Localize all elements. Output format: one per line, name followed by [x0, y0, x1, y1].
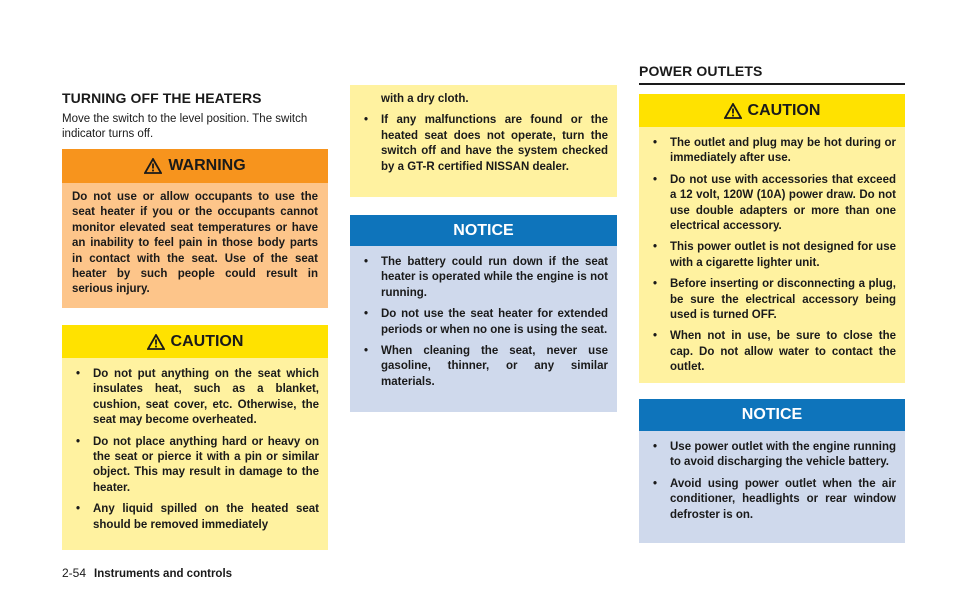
list-item: • Use power outlet with the engine running to avoid discharging the vehicle battery.: [648, 440, 896, 471]
list-item: • When not in use, be sure to close the cap. Do not allow water to contact the outlet.: [648, 329, 896, 375]
section-name: Instruments and controls: [94, 568, 233, 580]
warning-title: WARNING: [168, 157, 246, 174]
caution-box-left: [62, 325, 328, 550]
list-item: • Do not use the seat heater for extended periods or when no one is using the seat.: [359, 307, 608, 338]
warning-triangle-icon: [144, 158, 162, 174]
caution-bar-left: [62, 325, 328, 358]
page-number: 2-54: [62, 566, 87, 580]
list-item: • If any malfunctions are found or the heated seat does not operate, turn the switch off and have the system checked by a GT-R certified NISSAN dealer.: [359, 113, 608, 175]
bullet-dot-icon: •: [363, 256, 369, 268]
bullet-dot-icon: •: [75, 503, 81, 516]
caution-body-left: [62, 358, 328, 550]
warning-body: Do not use or allow occupants to use the seat heater if you or the occupants cannot monitor elevated seat temperatures or have an inability to feel pain in those body parts in contact with the seat. Use of the seat heater by such people could result in serious injury.: [62, 183, 328, 308]
page-footer: [62, 566, 232, 580]
bullet-dot-icon: •: [652, 241, 658, 254]
list-item: • Before inserting or disconnecting a plug, be sure the electrical accessory being used is turned OFF.: [648, 277, 896, 323]
bullet-dot-icon: •: [363, 114, 369, 127]
list-item: • This power outlet is not designed for use with a cigarette lighter unit.: [648, 240, 896, 271]
bullet-dot-icon: •: [652, 441, 658, 453]
heading-rule: [639, 83, 905, 85]
list-item: • Avoid using power outlet when the air conditioner, headlights or rear window defroster is on.: [648, 477, 896, 523]
bullet-dot-icon: •: [652, 330, 658, 343]
caution-title-left: CAUTION: [170, 332, 244, 350]
warning-triangle-icon: [147, 334, 165, 350]
notice-body-middle: [350, 246, 617, 412]
list-item: • Do not put anything on the seat which insulates heat, such as a blanket, cushion, seat cover, etc. Otherwise, the seat may become overheated.: [71, 367, 319, 429]
notice-bar-middle: [350, 215, 617, 246]
bullet-dot-icon: •: [652, 278, 658, 291]
list-item: • Do not use with accessories that exceed a 12 volt, 120W (10A) power draw. Do not use double adapters or more than one electrical accessory.: [648, 173, 896, 235]
caution-body-right: [639, 127, 905, 383]
warning-bar: [62, 149, 328, 183]
list-item: • When cleaning the seat, never use gasoline, thinner, or any similar materials.: [359, 344, 608, 390]
bullet-dot-icon: •: [652, 137, 658, 149]
bullet-dot-icon: •: [363, 345, 369, 358]
notice-box-right: [639, 399, 905, 543]
caution-continued-box: [350, 85, 617, 197]
section-heading-power-outlets: POWER OUTLETS: [639, 63, 763, 79]
bullet-dot-icon: •: [652, 477, 658, 490]
notice-body-right: [639, 431, 905, 543]
list-item: • Any liquid spilled on the heated seat should be removed immediately: [71, 502, 319, 533]
warning-triangle-icon: [724, 103, 742, 119]
bullet-dot-icon: •: [652, 173, 658, 186]
caution-bar-right: [639, 94, 905, 127]
notice-box-middle: [350, 215, 617, 412]
warning-box: [62, 149, 328, 308]
bullet-dot-icon: •: [75, 435, 81, 448]
section-heading-heaters: TURNING OFF THE HEATERS: [62, 90, 262, 106]
caution-box-right: [639, 94, 905, 383]
bullet-dot-icon: •: [75, 368, 81, 380]
notice-bar-right: [639, 399, 905, 431]
list-item: • The battery could run down if the seat heater is operated while the engine is not running.: [359, 255, 608, 301]
intro-paragraph: Move the switch to the level position. The switch indicator turns off.: [62, 113, 308, 140]
notice-title-middle: NOTICE: [453, 221, 514, 239]
bullet-dot-icon: •: [363, 308, 369, 321]
notice-title-right: NOTICE: [741, 406, 803, 423]
list-item: • The outlet and plug may be hot during or immediately after use.: [648, 136, 896, 167]
list-item: • Do not place anything hard or heavy on the seat or pierce it with a pin or similar object. This may result in damage to the heater.: [71, 435, 319, 497]
caution-title-right: CAUTION: [747, 101, 821, 119]
continued-text: with a dry cloth.: [381, 93, 469, 105]
